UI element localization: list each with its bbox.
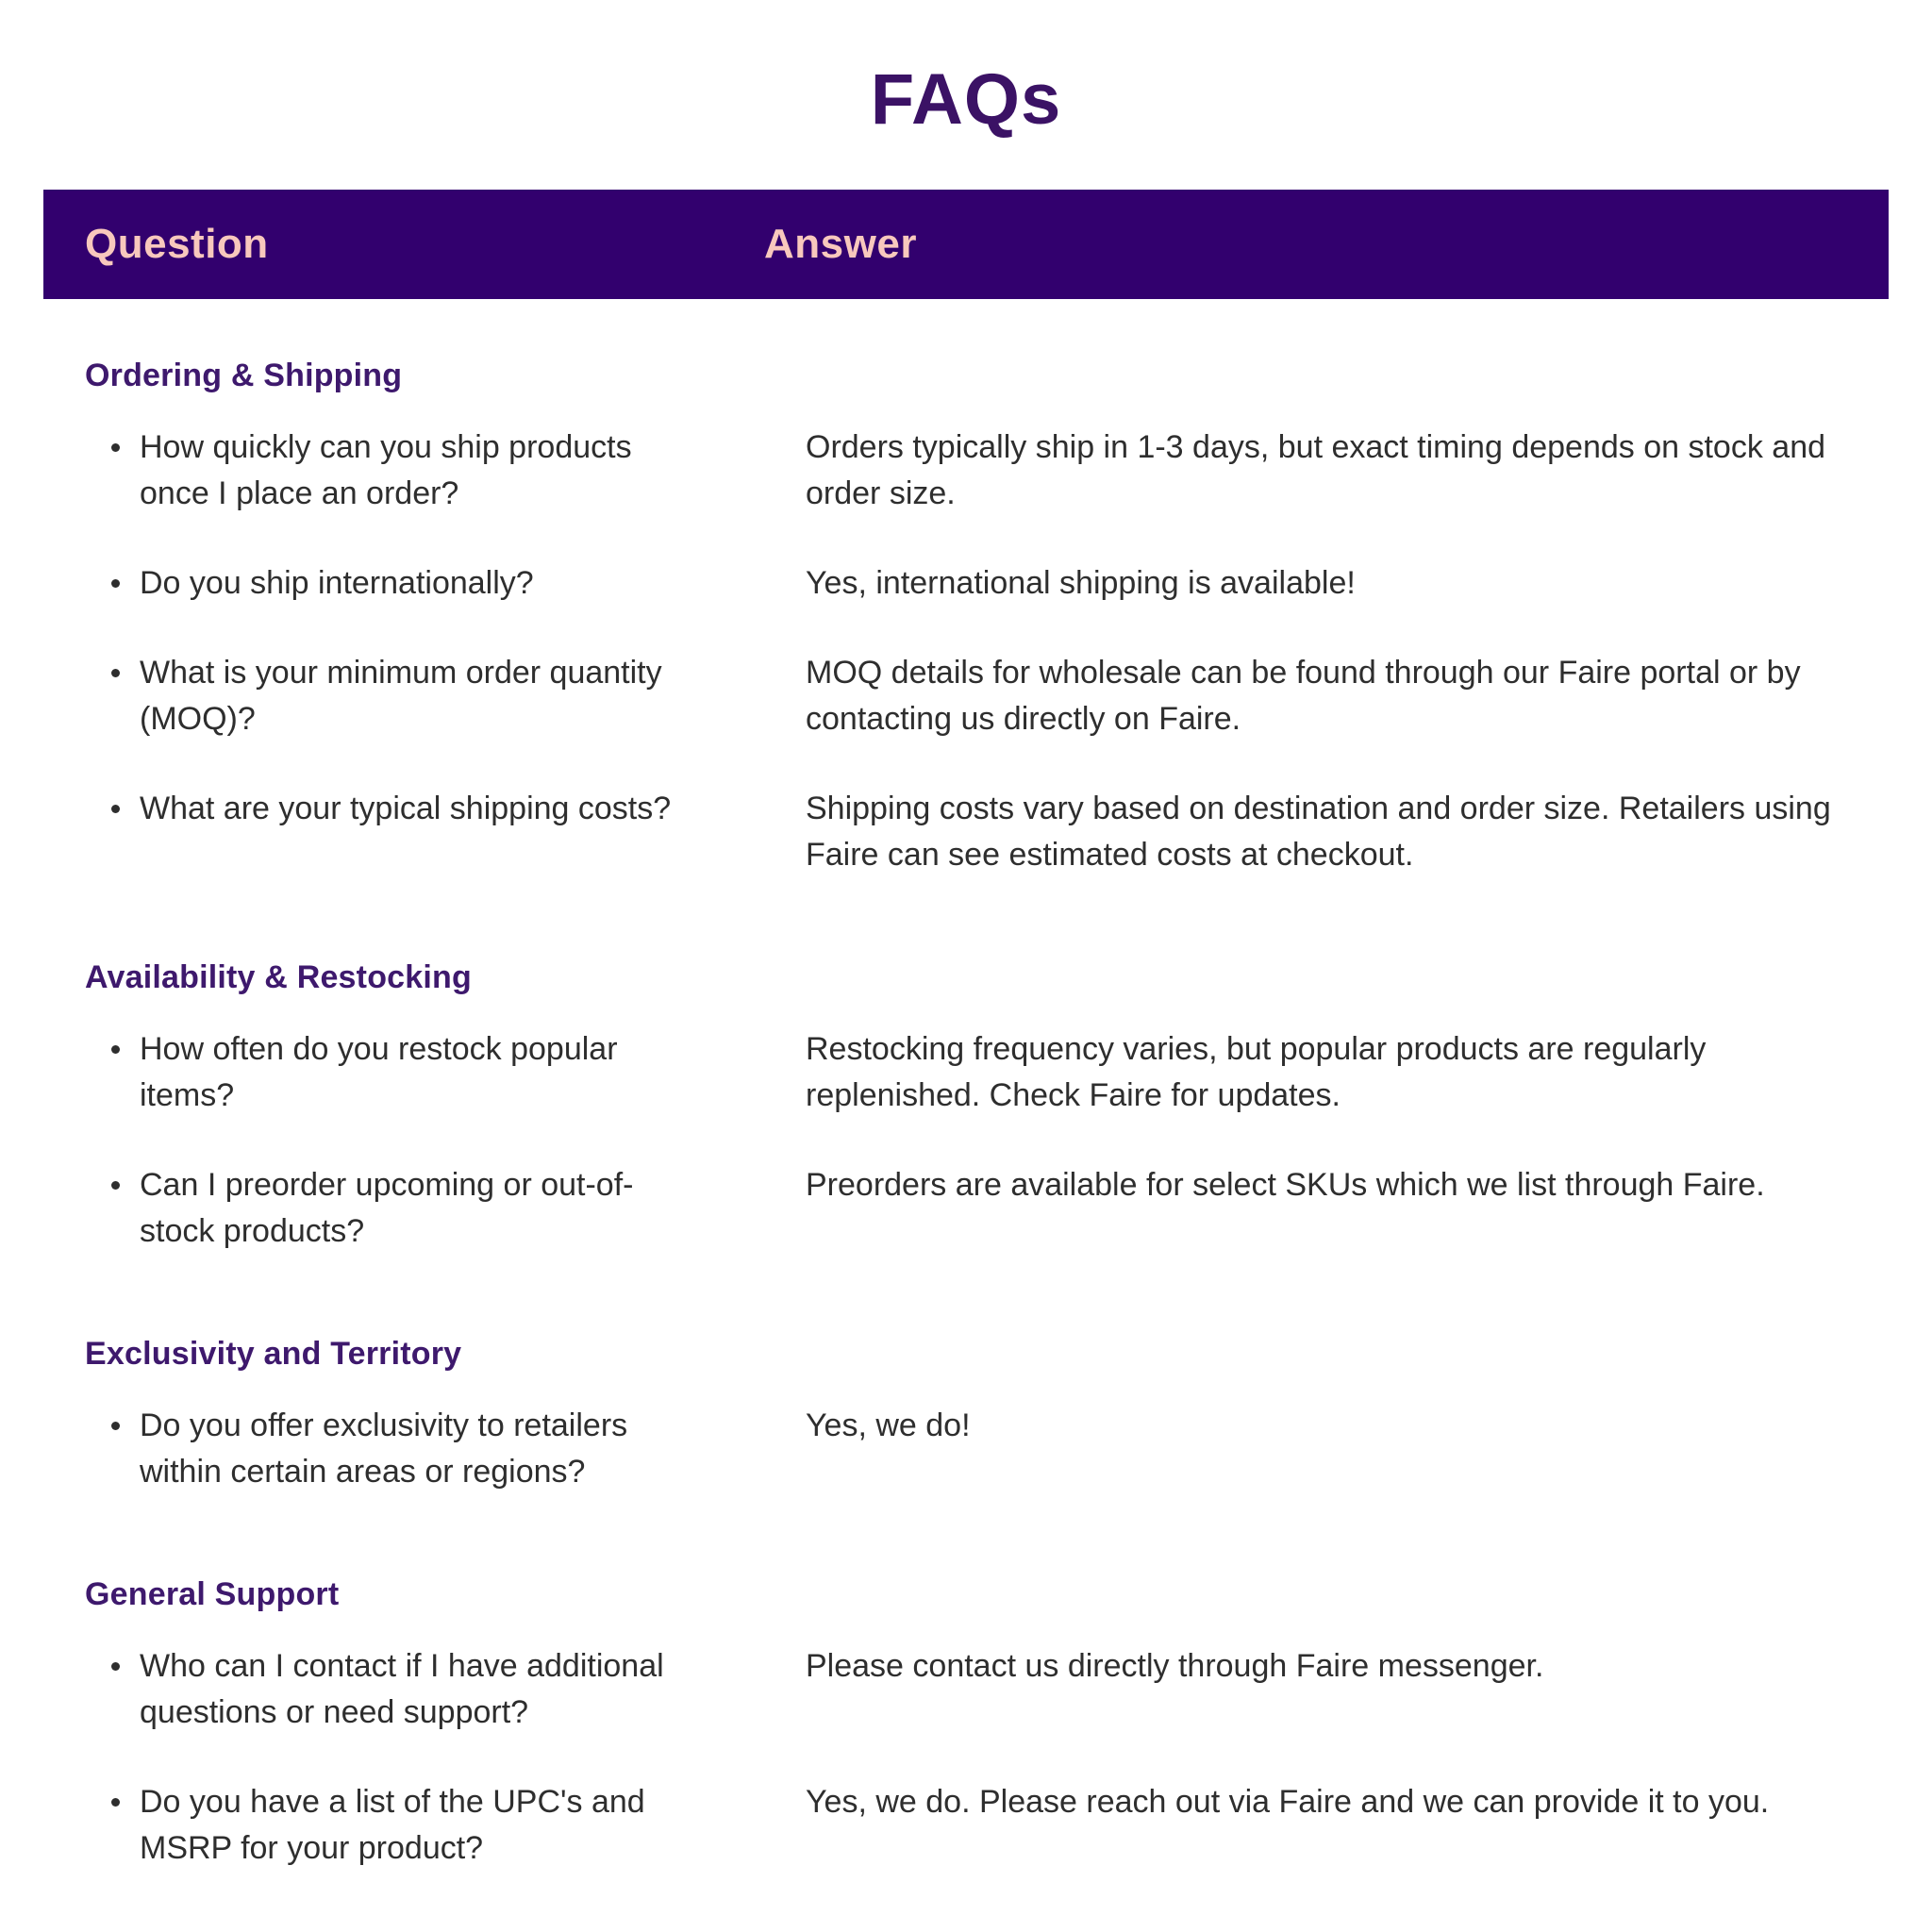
section-heading: Exclusivity and Territory [85, 1336, 462, 1372]
faq-row [85, 560, 1889, 607]
answer-text: Yes, we do. Please reach out via Faire and we can provide it to you. [806, 1784, 1770, 1820]
answer-cell [806, 1643, 1889, 1736]
faq-row [85, 1162, 1889, 1255]
question-text: How often do you restock popular items? [140, 1031, 618, 1113]
question-cell [85, 1403, 806, 1495]
faq-row [85, 1779, 1889, 1872]
answer-text: MOQ details for wholesale can be found through our Faire portal or by contacting us directly on Faire. [806, 655, 1801, 737]
answer-cell [806, 425, 1889, 517]
answer-cell [806, 560, 1889, 607]
bullet-icon [111, 443, 120, 452]
faq-content [0, 299, 1932, 1872]
faq-row [85, 1403, 1889, 1495]
section-ordering-shipping [85, 358, 1889, 878]
bullet-icon [111, 1181, 120, 1190]
answer-cell [806, 1026, 1889, 1119]
bullet-icon [111, 805, 120, 813]
question-text: Do you offer exclusivity to retailers within certain areas or regions? [140, 1407, 628, 1490]
answer-text: Orders typically ship in 1-3 days, but exact timing depends on stock and order size. [806, 429, 1826, 511]
bullet-icon [111, 1798, 120, 1807]
answer-text: Yes, international shipping is available! [806, 565, 1356, 601]
answer-text: Shipping costs vary based on destination and order size. Retailers using Faire can see estimated costs at checkout. [806, 791, 1831, 873]
faq-row [85, 786, 1889, 878]
answer-text: Restocking frequency varies, but popular products are regularly replenished. Check Faire for updates. [806, 1031, 1707, 1113]
faq-row [85, 1643, 1889, 1736]
question-text: Do you ship internationally? [140, 565, 534, 601]
answer-text: Preorders are available for select SKUs which we list through Faire. [806, 1167, 1765, 1203]
faq-row [85, 425, 1889, 517]
bullet-icon [111, 1422, 120, 1430]
answer-text: Please contact us directly through Faire messenger. [806, 1648, 1544, 1684]
section-general-support [85, 1576, 1889, 1872]
question-cell [85, 1779, 806, 1872]
answer-cell [806, 1162, 1889, 1255]
answer-cell [806, 786, 1889, 878]
question-cell [85, 786, 806, 878]
question-text: What is your minimum order quantity (MOQ)? [140, 655, 662, 737]
bullet-icon [111, 1045, 120, 1054]
page-title: FAQs [870, 59, 1062, 140]
question-text: What are your typical shipping costs? [140, 791, 672, 826]
bullet-icon [111, 579, 120, 588]
question-cell [85, 1162, 806, 1255]
table-header-bar [43, 190, 1889, 299]
answer-cell [806, 1779, 1889, 1872]
section-heading: Ordering & Shipping [85, 358, 403, 393]
faq-row [85, 1026, 1889, 1119]
bullet-icon [111, 669, 120, 677]
question-text: Who can I contact if I have additional questions or need support? [140, 1648, 664, 1730]
question-cell [85, 1643, 806, 1736]
question-cell [85, 560, 806, 607]
answer-cell [806, 650, 1889, 742]
question-column-header: Question [85, 221, 269, 267]
bullet-icon [111, 1662, 120, 1671]
section-heading: Availability & Restocking [85, 959, 472, 995]
section-exclusivity-territory [85, 1336, 1889, 1495]
question-text: How quickly can you ship products once I place an order? [140, 429, 632, 511]
answer-cell [806, 1403, 1889, 1495]
faq-row [85, 650, 1889, 742]
section-availability-restocking [85, 959, 1889, 1255]
answer-column-header: Answer [764, 221, 917, 267]
question-cell [85, 425, 806, 517]
answer-text: Yes, we do! [806, 1407, 971, 1443]
question-text: Do you have a list of the UPC's and MSRP for your product? [140, 1784, 645, 1866]
question-text: Can I preorder upcoming or out-of-stock products? [140, 1167, 634, 1249]
section-heading: General Support [85, 1576, 340, 1612]
question-cell [85, 650, 806, 742]
question-cell [85, 1026, 806, 1119]
